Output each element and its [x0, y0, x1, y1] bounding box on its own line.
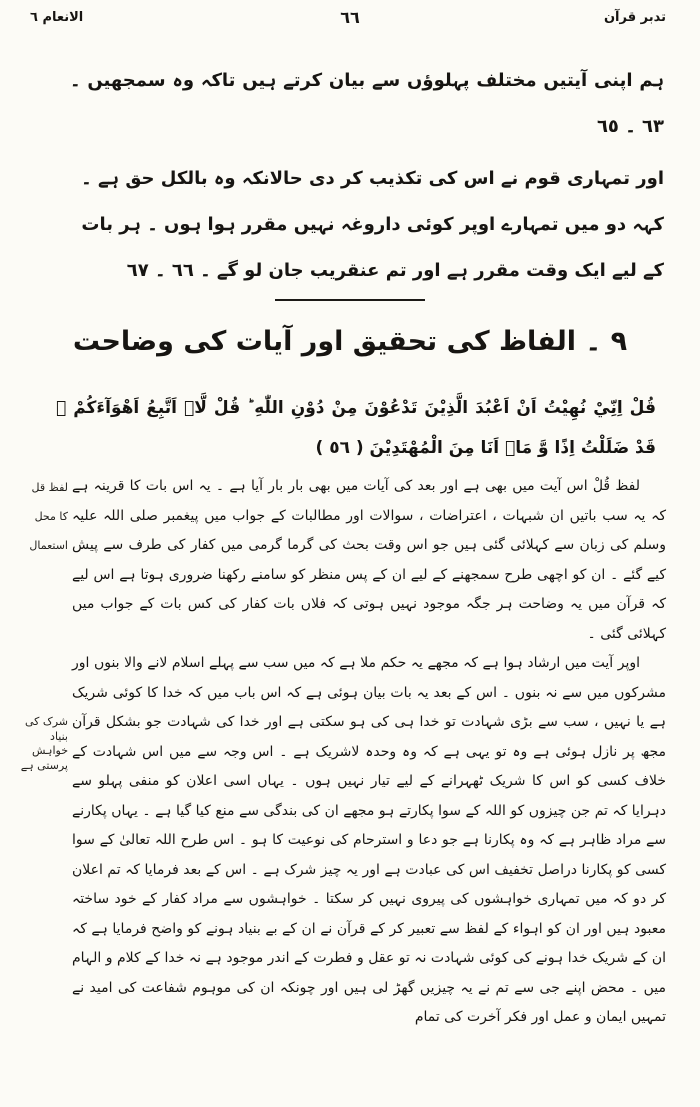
surah-reference: الانعام ٦ [30, 10, 84, 25]
margin-note: استعمال [29, 539, 68, 552]
margin-note: کا محل [34, 510, 68, 523]
margin-note: لفظ قل [31, 481, 68, 494]
page-header [0, 8, 700, 34]
page-number: ٦٦ [340, 8, 360, 27]
book-title: تدبر قرآن [603, 10, 666, 25]
translation-paragraph: اور تمہاری قوم نے اس کی تکذیب کر دی حالانکہ وہ بالکل حق ہے ۔ کہہ دو میں تمہارے اوپر کوئی داروغہ نہیں مقرر ہوا ہوں ۔ ہر بات کے لیے ایک وقت مقرر ہے اور تم عنقریب جان لو گے ۔ ٦٦ ۔ ٦٧ [81, 168, 664, 281]
margin-note: شرک کی بنیاد [24, 715, 68, 743]
commentary-body [72, 472, 666, 1033]
commentary-paragraph: اوپر آیت میں ارشاد ہوا ہے کہ مجھے یہ حکم ملا ہے کہ میں سب سے پہلے اسلام لانے والا بنوں اور مشرکوں میں سے نہ بنوں ۔ اس کے بعد یہ بات بیان ہوئی ہے کہ اس باب میں کہ خدا کا کوئی شریک ہے یا نہیں ، سب سے بڑی شہادت تو خدا ہی کی ہو سکتی ہے اور خدا کی شہادت جو بشکل قرآن مجھ پر نازل ہوئی ہے وہ تو یہی ہے کہ وہ وحدہ لاشریک ہے ۔ اس وجہ سے میں اس شہادت کے خلاف کسی کو اس کا شریک ٹھہرانے کے لیے تیار نہیں ہوں ۔ یہاں اسی اعلان کو منفی پہلو سے دہرایا کہ تم جن چیزوں کو اللہ کے سوا پکارتے ہو مجھے ان کی بندگی سے منع کیا گیا ہے ۔ یہاں پکارنے سے مراد ظاہر ہے کہ وہ پکارنا ہے جو دعا و استرحام کی نوعیت کا ہو ۔ اس طرح اللہ تعالیٰ کے سوا کسی کو پکارنا دراصل تخفیف اس کی عبادت ہے اور یہ چیز شرک ہے ۔ اس کے بعد فرمایا کہ تم اعلان کر دو کہ میں تمہاری خواہشوں کی پیروی نہیں کر سکتا ۔ خواہشوں سے مراد کفار کے خود ساختہ معبود ہیں اور ان کو اہواء کے لفظ سے تعبیر کر کے قرآن نے ان کے بے بنیاد ہونے کو واضح فرمایا ہے کہ ان کے شریک خدا ہونے کی کوئی شہادت نہ تو عقل و فطرت کے اندر موجود ہے نہ خدا کے کلام و الہام میں ۔ محض اپنے جی سے تم نے یہ چیزیں گھڑ لی ہیں اور چونکہ ان کی موہوم شفاعت کی امید نے تمہیں ایمان و عمل اور فکر آخرت کی تمام [72, 655, 667, 1025]
section-heading: ٩ ۔ الفاظ کی تحقیق اور آیات کی وضاحت [72, 326, 628, 357]
section-divider [275, 299, 425, 301]
margin-note: خواہش پرستی ہے [20, 744, 68, 772]
translation-paragraph: ہم اپنی آیتیں مختلف پہلوؤں سے بیان کرتے ہیں تاکہ وہ سمجھیں ۔ ٦٣ ۔ ٦٥ [70, 70, 664, 137]
verse-translation-block [70, 58, 664, 300]
quran-verse-arabic: قُلْ اِنِّيْ نُهِيْتُ اَنْ اَعْبُدَ الَّذِيْنَ تَدْعُوْنَ مِنْ دُوْنِ اللّٰهِ ؕ قُلْ لَّاۤ اَتَّبِعُ اَهْوَآءَكُمْ ۙ قَدْ ضَلَلْتُ اِذًا وَّ مَاۤ اَنَا مِنَ الْمُهْتَدِيْنَ ( ٥٦ ) [56, 398, 656, 458]
commentary-paragraph: لفظ قُلْ اس آیت میں بھی ہے اور بعد کی آیات میں بھی بار بار آیا ہے ۔ یہ اس بات کا قرینہ ہے کہ یہ سب باتیں ان شبہات ، اعتراضات ، سوالات اور مطالبات کے جواب میں پیغمبر صلی اللہ علیہ وسلم کی زبان سے کہلائی گئی ہیں جو اس وقت بحث کی گرما گرمی میں کفار کی طرف سے پیش کیے گئے ۔ ان کو اچھی طرح سمجھنے کے لیے ان کے پس منظر کو سامنے رکھنا ضروری ہوتا ہے اس لیے کہ قرآن میں یہ وضاحت ہر جگہ موجود نہیں ہوتی کہ فلاں بات کفار کی کس بات کے جواب میں کہلائی گئی ۔ [72, 478, 666, 642]
